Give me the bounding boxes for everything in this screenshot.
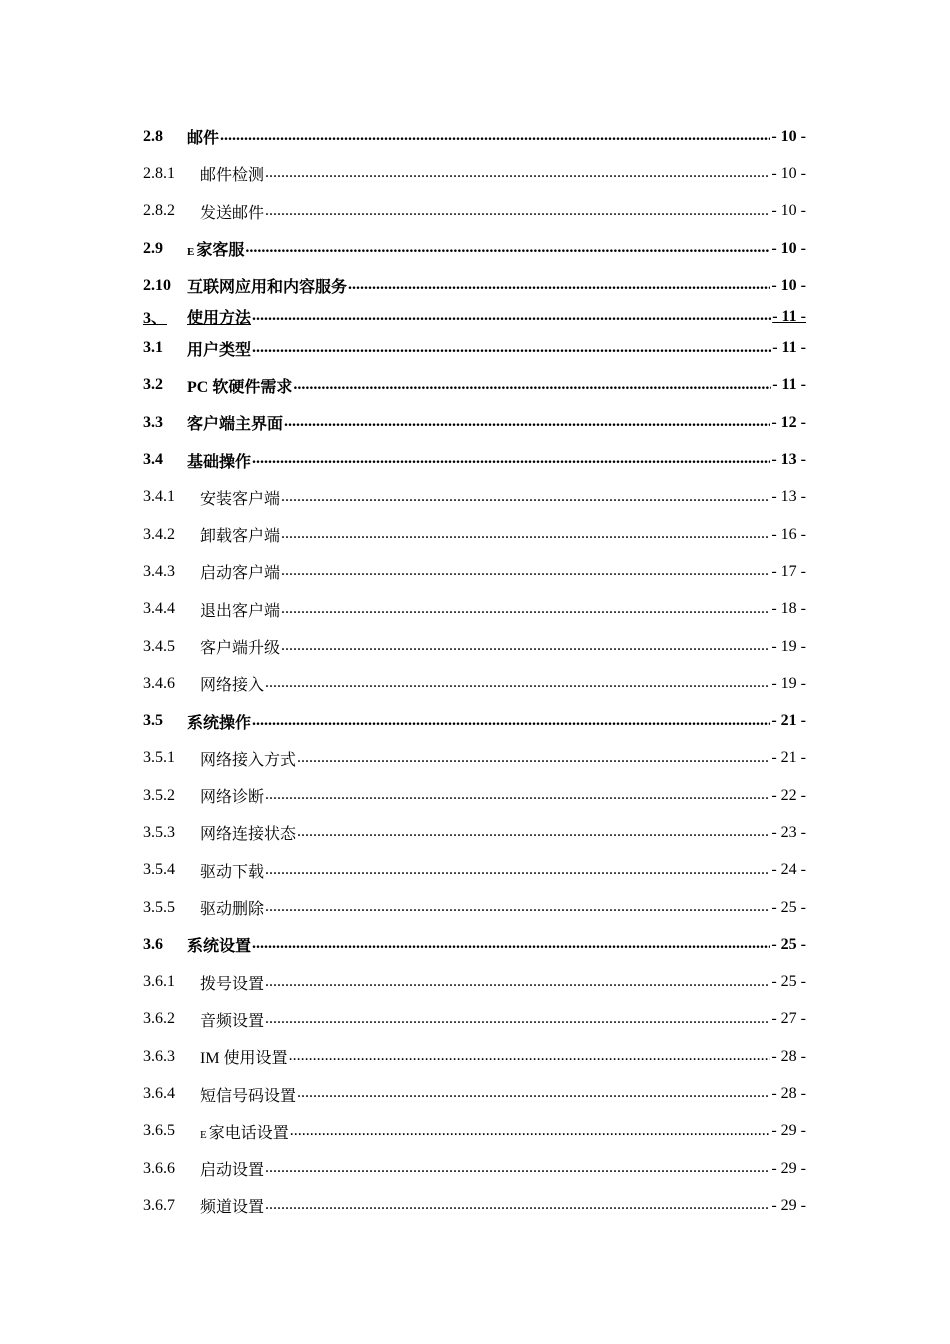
toc-entry-page: - 27 - [771,1010,806,1028]
toc-entry-page: - 29 - [771,1122,806,1140]
toc-entry-page: - 12 - [771,413,806,431]
toc-entry-title-text: IM 使用设置 [200,1050,288,1068]
toc-entry-title [200,523,280,546]
toc-entry-page: - 16 - [771,525,806,543]
toc-entry-number: 3.6.1 [143,973,175,991]
toc-leader-dots [252,339,771,358]
toc-entry[interactable] [143,329,806,366]
toc-entry-page: - 10 - [771,164,806,182]
toc-entry-title-text: 音频设置 [200,1012,265,1030]
toc-entry[interactable] [143,702,806,739]
toc-entry-page: - 25 - [771,973,806,991]
toc-entry[interactable] [143,155,806,192]
toc-entry[interactable] [143,193,806,230]
toc-entry-page: - 23 - [771,823,806,841]
toc-entry-title [187,374,292,397]
toc-entry-title-text: 系统设置 [187,938,252,956]
toc-entry-title [200,560,280,583]
toc-leader-dots [293,376,771,395]
toc-entry-title [200,747,296,770]
toc-entry-title [200,971,264,994]
toc-entry-prefix: E [187,246,195,259]
toc-entry-page: - 29 - [771,1159,806,1177]
toc-entry-title-text: 卸载客户端 [200,528,281,546]
toc-leader-dots [297,823,770,842]
toc-entry[interactable] [143,267,806,304]
toc-leader-dots [252,712,770,731]
toc-entry-title [187,125,219,148]
toc-entry-number: 3.6.3 [143,1047,175,1065]
toc-entry[interactable] [143,118,806,155]
toc-entry-page: - 10 - [771,239,806,257]
toc-entry[interactable] [143,926,806,963]
toc-entry-number: 3.6.7 [143,1196,175,1214]
toc-entry-title [187,933,251,956]
toc-leader-dots [265,1010,770,1029]
toc-entry[interactable] [143,441,806,478]
toc-entry[interactable] [143,1187,806,1224]
toc-entry-title-text: 家客服 [196,242,245,260]
toc-leader-dots [281,637,770,656]
toc-entry-title-text: 邮件检测 [200,167,265,185]
toc-entry-number: 3.5 [143,712,163,730]
toc-entry-title [187,305,251,328]
toc-entry-number: 2.8 [143,127,163,145]
toc-entry-number: 3.5.2 [143,786,175,804]
toc-entry-number: 2.10 [143,276,171,294]
toc-leader-dots [265,786,770,805]
toc-entry[interactable] [143,740,806,777]
toc-entry-number: 3.5.3 [143,823,175,841]
toc-entry-title-text: 互联网应用和内容服务 [187,279,348,297]
toc-entry-title-text: 频道设置 [200,1199,265,1217]
toc-entry-title-text: 启动设置 [200,1162,265,1180]
toc-entry-page: - 25 - [771,898,806,916]
toc-entry-title-text: 驱动删除 [200,901,265,919]
toc-entry-page: - 19 - [771,637,806,655]
toc-entry-page: - 25 - [771,935,806,953]
toc-entry-number: 3.4.2 [143,525,175,543]
toc-entry-page: - 11 - [772,307,806,325]
toc-entry-title [200,1008,264,1031]
toc-entry-title [187,449,251,472]
toc-entry-page: - 10 - [771,276,806,294]
toc-entry-number: 3.4 [143,451,163,469]
toc-entry-number: 2.9 [143,239,163,257]
toc-entry-title-text: 网络接入方式 [200,751,297,769]
toc-entry[interactable] [143,1150,806,1187]
toc-entry-title [200,821,296,844]
toc-entry-title [187,274,347,297]
toc-entry[interactable] [143,1113,806,1150]
toc-entry[interactable] [143,230,806,267]
toc-leader-dots [265,973,770,992]
toc-entry-title [200,1157,264,1180]
toc-entry[interactable] [143,479,806,516]
toc-entry-page: - 24 - [771,861,806,879]
toc-leader-dots [265,164,770,183]
toc-entry-title-text: 网络接入 [200,677,265,695]
toc-entry-title-text: 驱动下载 [200,863,265,881]
toc-entry-number: 3.6.2 [143,1010,175,1028]
toc-entry-title [200,1045,288,1068]
toc-leader-dots [265,674,770,693]
toc-leader-dots [348,276,770,295]
toc-entry-title [200,859,264,882]
toc-entry-number: 3.6.6 [143,1159,175,1177]
toc-entry-title [200,896,264,919]
toc-entry-title [200,635,280,658]
toc-entry-page: - 21 - [771,712,806,730]
toc-entry-page: - 10 - [771,202,806,220]
toc-entry[interactable] [143,628,806,665]
toc-entry-page: - 13 - [771,451,806,469]
toc-entry-title [200,1083,296,1106]
toc-entry-title [187,411,283,434]
toc-leader-dots [252,935,770,954]
toc-entry[interactable] [143,516,806,553]
toc-entry-title-text: 用户类型 [187,341,252,359]
toc-leader-dots [265,898,770,917]
toc-entry-title-text: 网络连接状态 [200,826,297,844]
toc-leader-dots [252,450,770,469]
toc-entry-page: - 19 - [771,674,806,692]
toc-entry-number: 3.5.5 [143,898,175,916]
toc-leader-dots [265,202,770,221]
toc-entry-number: 3.5.4 [143,861,175,879]
toc-entry-number: 2.8.1 [143,164,175,182]
toc-entry[interactable] [143,1075,806,1112]
toc-entry-page: - 11 - [772,376,806,394]
toc-entry[interactable] [143,777,806,814]
toc-leader-dots [265,861,770,880]
toc-entry-title-text: 邮件 [187,130,220,148]
toc-leader-dots [289,1047,771,1066]
toc-leader-dots [220,127,770,146]
toc-entry-title-text: 发送邮件 [200,204,265,222]
toc-leader-dots [265,1196,770,1215]
toc-leader-dots [252,307,771,326]
toc-entry[interactable] [143,889,806,926]
toc-entry-page: - 13 - [771,488,806,506]
toc-entry-title-text: 使用方法 [187,310,252,328]
toc-leader-dots [284,413,770,432]
toc-entry-number: 3.4.5 [143,637,175,655]
toc-entry[interactable] [143,591,806,628]
toc-entry[interactable] [143,964,806,1001]
toc-entry-title [200,598,280,621]
toc-entry-number: 3、 [143,310,168,328]
toc-entry-number: 3.6.4 [143,1085,175,1103]
toc-entry[interactable] [143,404,806,441]
toc-entry-page: - 28 - [771,1047,806,1065]
toc-leader-dots [290,1122,771,1141]
toc-entry-title-text: PC 软硬件需求 [187,378,293,396]
toc-entry-number: 3.3 [143,413,163,431]
toc-entry[interactable] [143,367,806,404]
toc-entry-title-text: 退出客户端 [200,602,281,620]
toc-entry-title-text: 客户端主界面 [187,416,284,434]
toc-entry-title-text: 网络诊断 [200,789,265,807]
toc-entry-title-text: 拨号设置 [200,975,265,993]
toc-leader-dots [281,488,770,507]
toc-leader-dots [281,525,770,544]
toc-entry-title [200,162,264,185]
toc-entry-title [200,672,264,695]
toc-entry[interactable] [143,553,806,590]
toc-entry-title [200,486,280,509]
toc-entry-title-text: 基础操作 [187,453,252,471]
toc-leader-dots [281,600,770,619]
toc-entry-number: 3.4.6 [143,674,175,692]
toc-entry[interactable] [143,852,806,889]
toc-entry-title-text: 安装客户端 [200,490,281,508]
toc-leader-dots [265,1159,770,1178]
toc-leader-dots [281,562,770,581]
toc-entry-page: - 28 - [771,1085,806,1103]
toc-entry-title-text: 家电话设置 [208,1124,289,1142]
toc-leader-dots [245,239,770,258]
toc-entry-title [187,237,244,260]
toc-entry-number: 3.1 [143,339,163,357]
toc-entry-title [187,710,251,733]
toc-entry[interactable] [143,304,806,329]
toc-entry-number: 3.4.1 [143,488,175,506]
table-of-contents [143,118,806,1225]
toc-entry-number: 3.2 [143,376,163,394]
toc-entry-number: 3.5.1 [143,749,175,767]
toc-entry[interactable] [143,1001,806,1038]
toc-entry-title [200,1120,289,1143]
toc-entry-page: - 17 - [771,562,806,580]
toc-entry-page: - 22 - [771,786,806,804]
toc-entry-number: 3.6.5 [143,1122,175,1140]
toc-leader-dots [297,1084,770,1103]
toc-entry-title-text: 短信号码设置 [200,1087,297,1105]
toc-entry-page: - 21 - [771,749,806,767]
toc-entry-title-text: 系统操作 [187,714,252,732]
toc-entry-page: - 10 - [771,127,806,145]
toc-entry-number: 3.4.3 [143,562,175,580]
toc-entry-page: - 29 - [771,1196,806,1214]
toc-entry-page: - 18 - [771,600,806,618]
toc-entry-page: - 11 - [772,339,806,357]
toc-entry-title-text: 启动客户端 [200,565,281,583]
toc-entry[interactable] [143,665,806,702]
toc-entry-number: 3.4.4 [143,600,175,618]
toc-entry[interactable] [143,1038,806,1075]
toc-leader-dots [297,749,770,768]
toc-entry-prefix: E [200,1128,207,1141]
toc-entry-title [187,337,251,360]
toc-entry[interactable] [143,814,806,851]
toc-entry-number: 2.8.2 [143,202,175,220]
toc-entry-title [200,1194,264,1217]
toc-entry-number: 3.6 [143,935,163,953]
toc-entry-title-text: 客户端升级 [200,640,281,657]
toc-entry-title [200,784,264,807]
toc-entry-title [200,200,264,223]
